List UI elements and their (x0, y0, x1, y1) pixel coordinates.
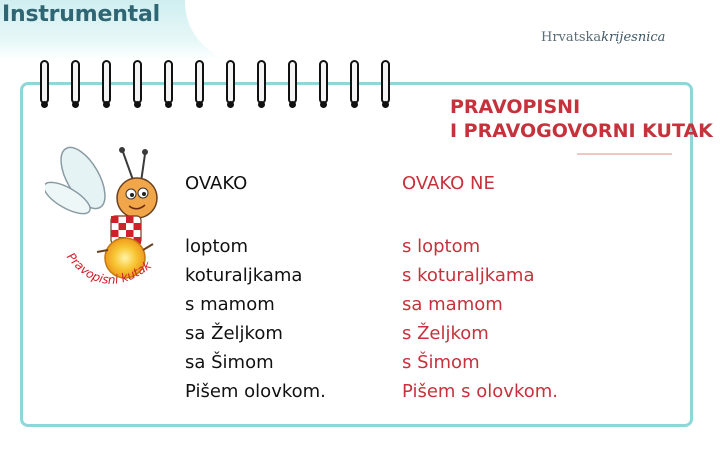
spiral-ring (288, 60, 297, 104)
list-item: s mamom (185, 294, 275, 315)
incorrect-examples-list (402, 232, 558, 406)
firefly-mascot (45, 140, 175, 310)
list-item: koturaljkama (185, 265, 303, 286)
list-item: Pišem olovkom. (185, 381, 326, 402)
brand-logo-part1: Hrvatska (541, 30, 602, 45)
spiral-ring (164, 60, 173, 104)
incorrect-column-heading: OVAKO NE (402, 173, 495, 194)
list-item: sa Željkom (185, 323, 283, 344)
brand-logo-part2: krijesnica (601, 30, 666, 45)
corner-title-line2: I PRAVOGOVORNI KUTAK (450, 120, 713, 142)
spiral-ring (350, 60, 359, 104)
spiral-ring (381, 60, 390, 104)
list-item: s Šimom (402, 352, 480, 373)
spiral-ring (226, 60, 235, 104)
spiral-ring (195, 60, 204, 104)
spiral-ring (71, 60, 80, 104)
spiral-ring (40, 60, 49, 104)
brand-logo (541, 30, 665, 45)
corner-title-line1: PRAVOPISNI (450, 96, 581, 118)
list-item: sa Šimom (185, 352, 274, 373)
list-item: s loptom (402, 236, 481, 257)
spiral-ring (319, 60, 328, 104)
list-item: loptom (185, 236, 249, 257)
spiral-ring (102, 60, 111, 104)
list-item: Pišem s olovkom. (402, 381, 558, 402)
mascot-caption: Pravopisni kutak (63, 249, 154, 287)
list-item: s koturaljkama (402, 265, 535, 286)
correct-column-heading: OVAKO (185, 173, 248, 194)
slide-title: Instrumental (2, 2, 160, 27)
spiral-ring (133, 60, 142, 104)
spiral-binding (40, 60, 410, 110)
list-item: s Željkom (402, 323, 489, 344)
list-item: sa mamom (402, 294, 503, 315)
correct-examples-list (185, 232, 326, 406)
corner-title (450, 95, 713, 143)
spiral-ring (257, 60, 266, 104)
